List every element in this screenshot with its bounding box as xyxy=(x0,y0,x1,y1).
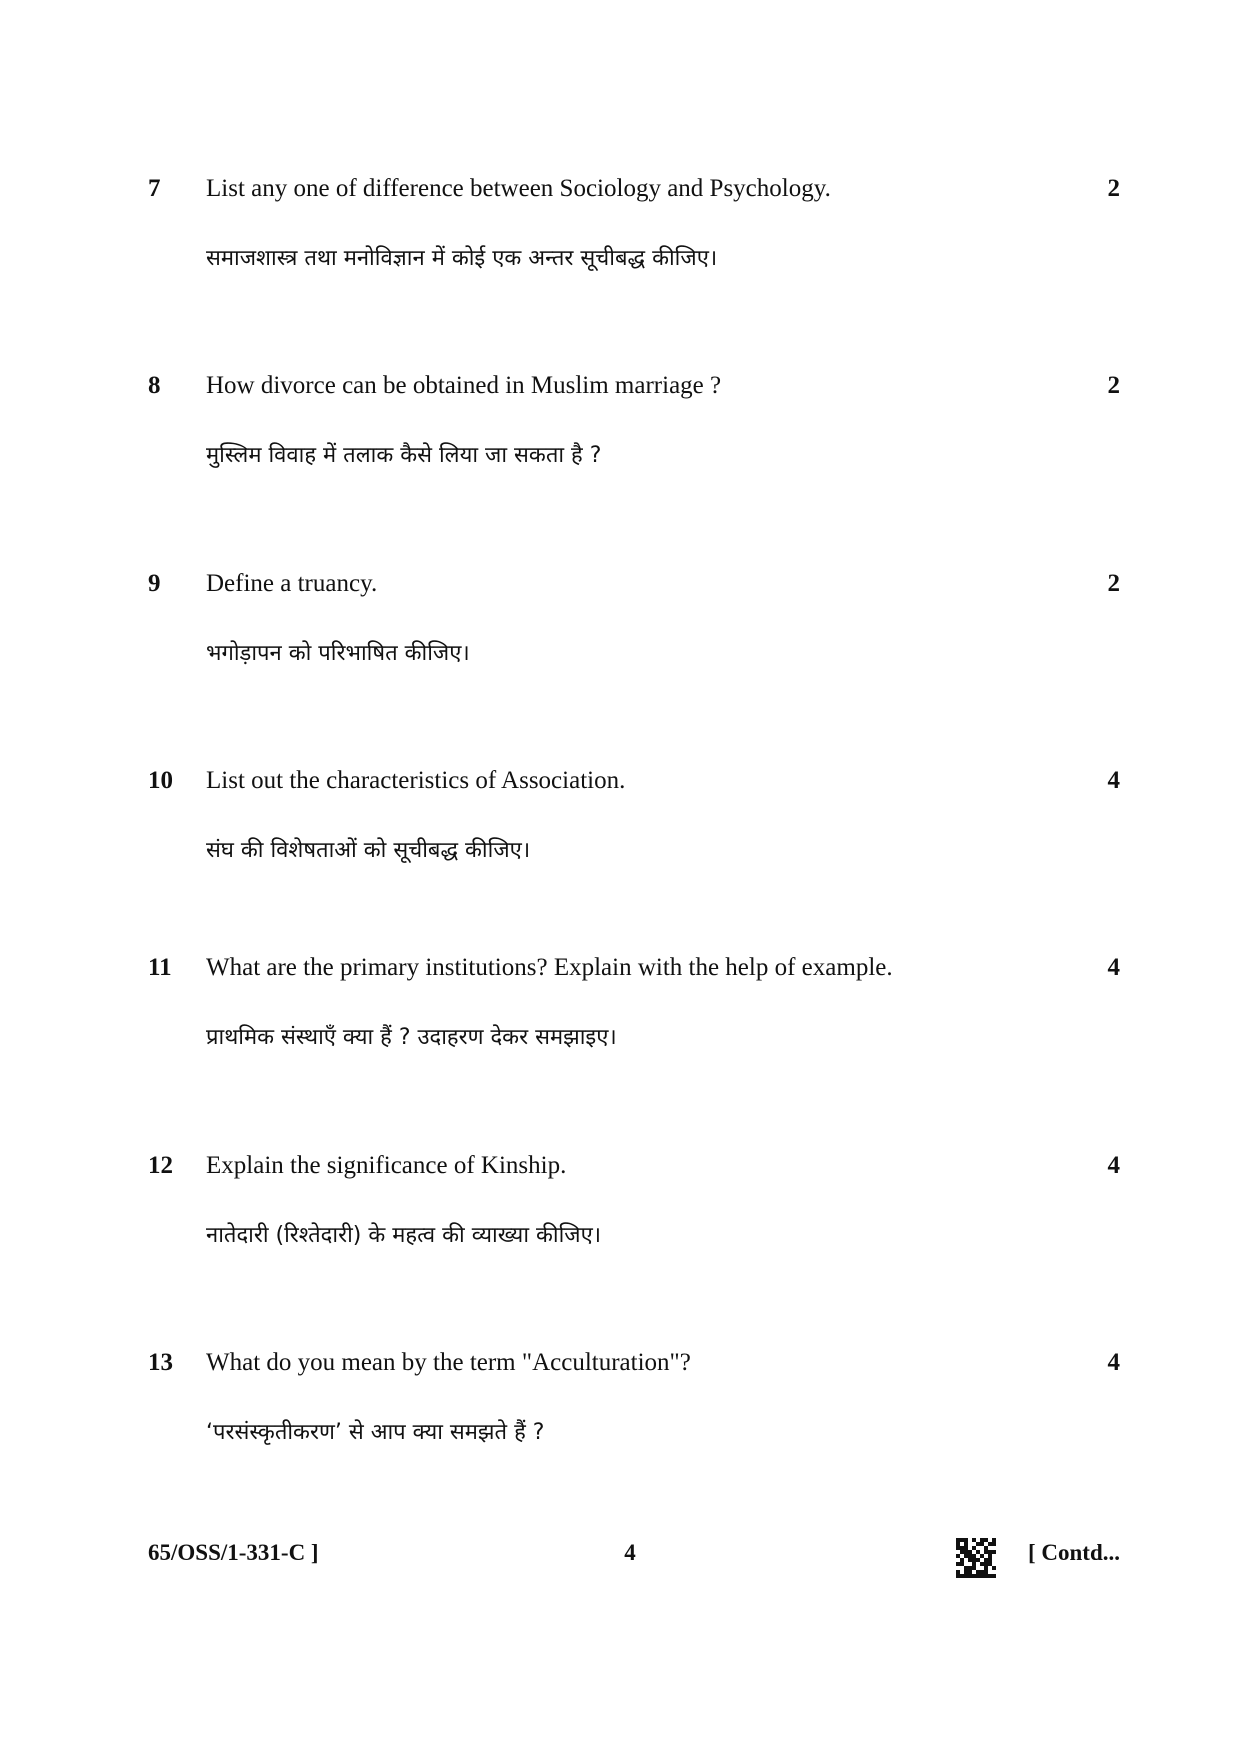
question-text-hindi: प्राथमिक संस्थाएँ क्या हैं ? उदाहरण देकर समझाइए। xyxy=(206,1025,617,1050)
question-text-english: How divorce can be obtained in Muslim marriage ? xyxy=(206,372,722,399)
question-text-hindi: ‘परसंस्कृतीकरण’ से आप क्या समझते हैं ? xyxy=(206,1420,545,1445)
continued-label: [ Contd... xyxy=(1027,1540,1120,1565)
question-text-hindi: मुस्लिम विवाह में तलाक कैसे लिया जा सकता है ? xyxy=(206,443,602,468)
paper-code: 65/OSS/1-331-C ] xyxy=(148,1540,319,1565)
page-number: 4 xyxy=(624,1540,636,1565)
qr-code-icon xyxy=(956,1538,996,1578)
question-text-hindi: भगोड़ापन को परिभाषित कीजिए। xyxy=(206,641,470,666)
question-number: 10 xyxy=(148,767,173,794)
question-number: 11 xyxy=(148,954,172,981)
question-9 xyxy=(0,569,1240,689)
question-7 xyxy=(0,174,1240,294)
question-10 xyxy=(0,766,1240,886)
question-marks: 2 xyxy=(1107,372,1120,399)
question-marks: 2 xyxy=(1107,175,1120,202)
question-text-hindi: समाजशास्त्र तथा मनोविज्ञान में कोई एक अन्तर सूचीबद्ध कीजिए। xyxy=(206,246,718,271)
question-text-english: What are the primary institutions? Explain with the help of example. xyxy=(206,954,893,981)
question-8 xyxy=(0,371,1240,491)
question-11 xyxy=(0,953,1240,1073)
question-text-english: Define a truancy. xyxy=(206,570,378,597)
question-text-english: What do you mean by the term "Acculturation"? xyxy=(206,1349,691,1376)
question-marks: 4 xyxy=(1107,767,1120,794)
question-marks: 2 xyxy=(1107,570,1120,597)
question-12 xyxy=(0,1151,1240,1271)
question-text-hindi: नातेदारी (रिश्तेदारी) के महत्व की व्याख्या कीजिए। xyxy=(206,1223,602,1248)
question-number: 7 xyxy=(148,175,161,202)
question-number: 9 xyxy=(148,570,161,597)
question-text-english: List out the characteristics of Association. xyxy=(206,767,626,794)
question-number: 12 xyxy=(148,1152,173,1179)
question-text-english: Explain the significance of Kinship. xyxy=(206,1152,567,1179)
question-marks: 4 xyxy=(1107,954,1120,981)
page-footer xyxy=(0,1538,1240,1578)
question-text-hindi: संघ की विशेषताओं को सूचीबद्ध कीजिए। xyxy=(206,838,531,863)
question-marks: 4 xyxy=(1107,1152,1120,1179)
question-13 xyxy=(0,1348,1240,1468)
question-text-english: List any one of difference between Sociology and Psychology. xyxy=(206,175,831,202)
question-number: 13 xyxy=(148,1349,173,1376)
question-number: 8 xyxy=(148,372,161,399)
question-marks: 4 xyxy=(1107,1349,1120,1376)
